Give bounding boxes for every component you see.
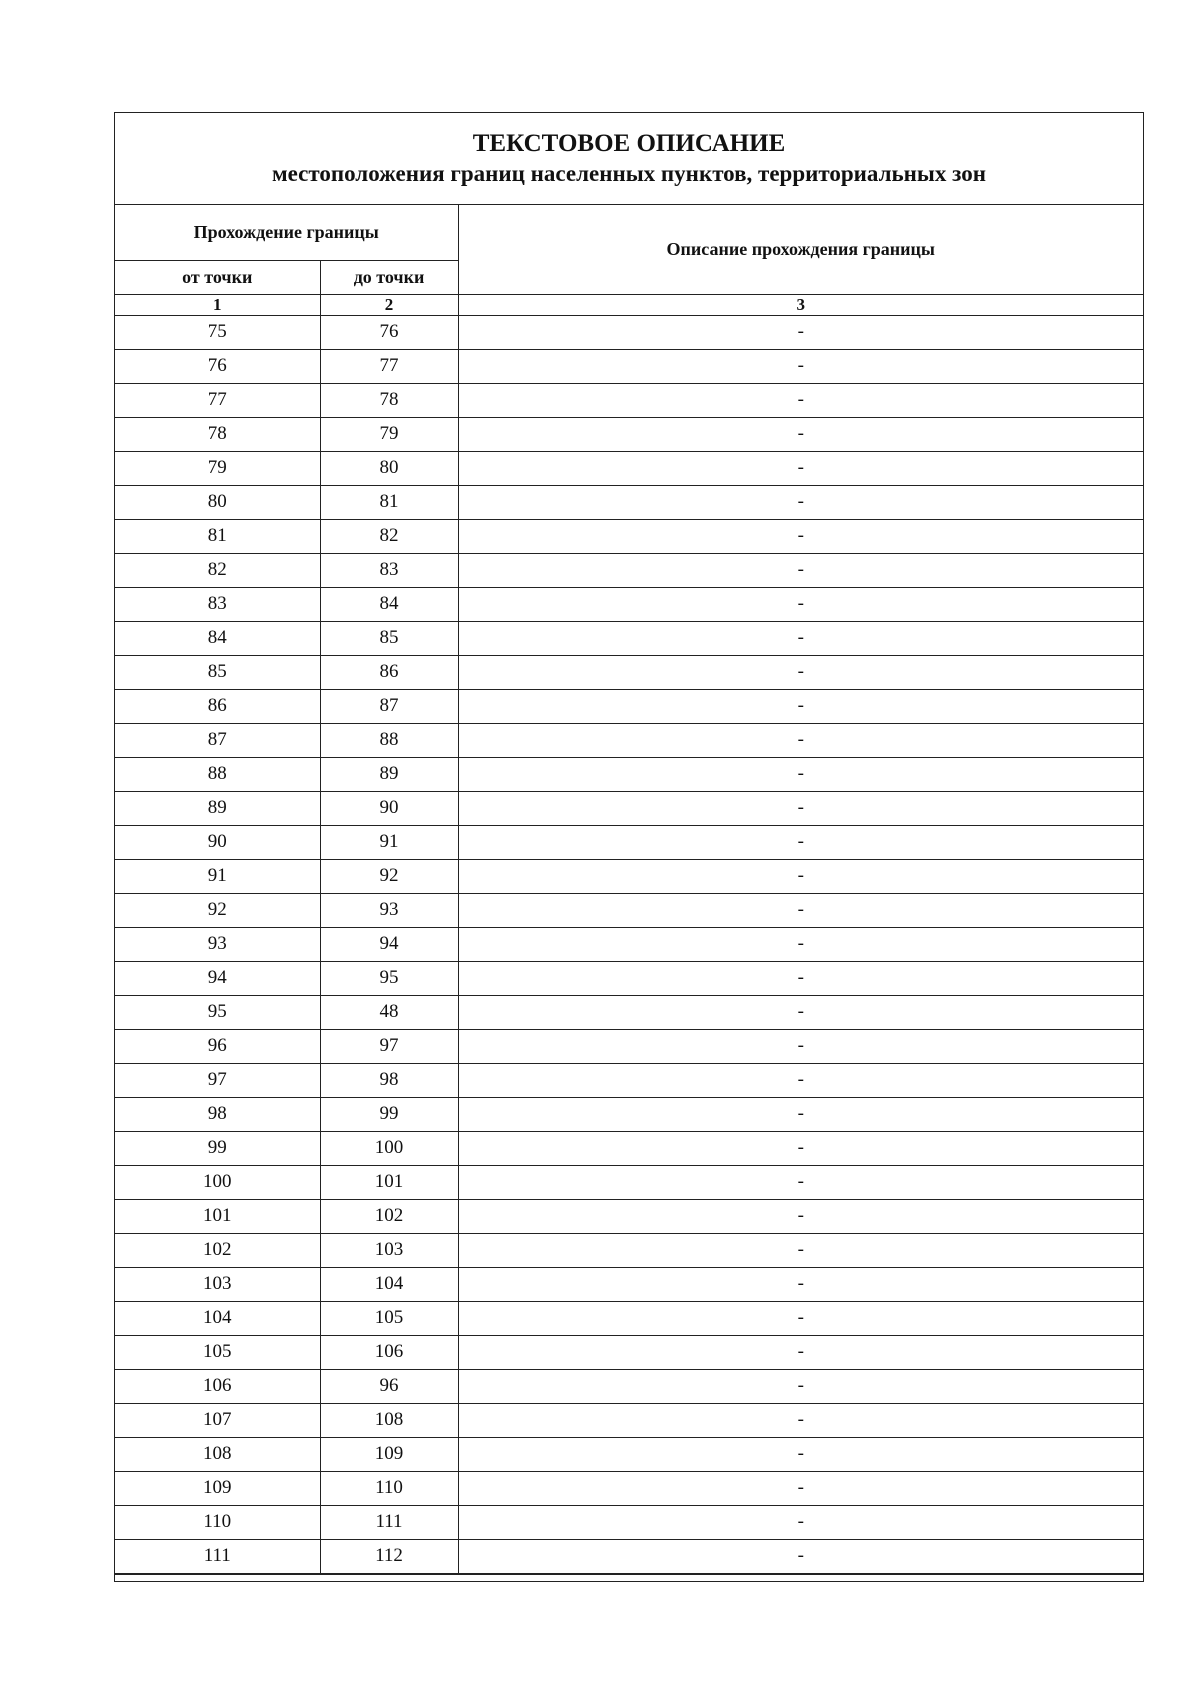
column-number-2: 2 bbox=[320, 294, 458, 315]
column-number-3: 3 bbox=[458, 294, 1143, 315]
cell-from-point: 106 bbox=[115, 1369, 320, 1403]
table-row bbox=[115, 1029, 1143, 1063]
cell-from-point: 77 bbox=[115, 383, 320, 417]
cell-to-point: 94 bbox=[320, 927, 458, 961]
cell-description: - bbox=[458, 927, 1143, 961]
cell-from-point: 85 bbox=[115, 655, 320, 689]
cell-description: - bbox=[458, 519, 1143, 553]
cell-to-point: 76 bbox=[320, 315, 458, 349]
cell-from-point: 94 bbox=[115, 961, 320, 995]
table-row bbox=[115, 927, 1143, 961]
cell-description: - bbox=[458, 757, 1143, 791]
table-row bbox=[115, 1131, 1143, 1165]
cell-to-point: 93 bbox=[320, 893, 458, 927]
cell-to-point: 78 bbox=[320, 383, 458, 417]
cell-from-point: 79 bbox=[115, 451, 320, 485]
document-title: ТЕКСТОВОЕ ОПИСАНИЕ bbox=[472, 130, 786, 157]
cell-to-point: 77 bbox=[320, 349, 458, 383]
cell-to-point: 103 bbox=[320, 1233, 458, 1267]
header-description: Описание прохождения границы bbox=[458, 205, 1143, 294]
table-row bbox=[115, 485, 1143, 519]
table-row bbox=[115, 1301, 1143, 1335]
cell-from-point: 93 bbox=[115, 927, 320, 961]
cell-description: - bbox=[458, 689, 1143, 723]
cell-to-point: 86 bbox=[320, 655, 458, 689]
cell-from-point: 78 bbox=[115, 417, 320, 451]
cell-from-point: 111 bbox=[115, 1539, 320, 1573]
cell-from-point: 97 bbox=[115, 1063, 320, 1097]
cell-to-point: 92 bbox=[320, 859, 458, 893]
cell-from-point: 91 bbox=[115, 859, 320, 893]
table-row bbox=[115, 1471, 1143, 1505]
table-row bbox=[115, 1233, 1143, 1267]
cell-to-point: 102 bbox=[320, 1199, 458, 1233]
cell-from-point: 98 bbox=[115, 1097, 320, 1131]
cell-description: - bbox=[458, 1199, 1143, 1233]
cell-description: - bbox=[458, 1131, 1143, 1165]
cell-description: - bbox=[458, 1335, 1143, 1369]
cell-description: - bbox=[458, 1437, 1143, 1471]
cell-from-point: 102 bbox=[115, 1233, 320, 1267]
cell-to-point: 109 bbox=[320, 1437, 458, 1471]
cell-from-point: 105 bbox=[115, 1335, 320, 1369]
cell-from-point: 101 bbox=[115, 1199, 320, 1233]
cell-to-point: 100 bbox=[320, 1131, 458, 1165]
cell-description: - bbox=[458, 723, 1143, 757]
cell-description: - bbox=[458, 1369, 1143, 1403]
table-row bbox=[115, 995, 1143, 1029]
cell-description: - bbox=[458, 315, 1143, 349]
cell-to-point: 99 bbox=[320, 1097, 458, 1131]
cell-from-point: 82 bbox=[115, 553, 320, 587]
cell-to-point: 84 bbox=[320, 587, 458, 621]
cell-description: - bbox=[458, 1029, 1143, 1063]
cell-from-point: 107 bbox=[115, 1403, 320, 1437]
table-row bbox=[115, 1369, 1143, 1403]
cell-from-point: 96 bbox=[115, 1029, 320, 1063]
cell-to-point: 95 bbox=[320, 961, 458, 995]
table-row bbox=[115, 961, 1143, 995]
cell-to-point: 91 bbox=[320, 825, 458, 859]
table-bottom-rule bbox=[115, 1574, 1143, 1581]
table-row bbox=[115, 791, 1143, 825]
table-row bbox=[115, 723, 1143, 757]
cell-to-point: 81 bbox=[320, 485, 458, 519]
table-row bbox=[115, 1165, 1143, 1199]
cell-to-point: 82 bbox=[320, 519, 458, 553]
cell-to-point: 96 bbox=[320, 1369, 458, 1403]
cell-description: - bbox=[458, 1505, 1143, 1539]
cell-to-point: 87 bbox=[320, 689, 458, 723]
boundary-description-document bbox=[114, 112, 1144, 1582]
table-row bbox=[115, 689, 1143, 723]
cell-from-point: 104 bbox=[115, 1301, 320, 1335]
cell-description: - bbox=[458, 961, 1143, 995]
cell-description: - bbox=[458, 383, 1143, 417]
cell-to-point: 79 bbox=[320, 417, 458, 451]
cell-description: - bbox=[458, 859, 1143, 893]
cell-to-point: 90 bbox=[320, 791, 458, 825]
cell-description: - bbox=[458, 451, 1143, 485]
cell-description: - bbox=[458, 1301, 1143, 1335]
table-row bbox=[115, 587, 1143, 621]
cell-to-point: 48 bbox=[320, 995, 458, 1029]
table-row bbox=[115, 519, 1143, 553]
cell-to-point: 105 bbox=[320, 1301, 458, 1335]
table-row bbox=[115, 893, 1143, 927]
table-row bbox=[115, 757, 1143, 791]
column-number-1: 1 bbox=[115, 294, 320, 315]
cell-description: - bbox=[458, 1539, 1143, 1573]
cell-from-point: 84 bbox=[115, 621, 320, 655]
cell-to-point: 98 bbox=[320, 1063, 458, 1097]
cell-from-point: 109 bbox=[115, 1471, 320, 1505]
cell-from-point: 90 bbox=[115, 825, 320, 859]
table-row bbox=[115, 1403, 1143, 1437]
cell-description: - bbox=[458, 485, 1143, 519]
table-row bbox=[115, 1097, 1143, 1131]
cell-description: - bbox=[458, 587, 1143, 621]
table-row bbox=[115, 655, 1143, 689]
title-block bbox=[115, 113, 1143, 205]
boundary-table bbox=[115, 205, 1143, 1574]
cell-to-point: 80 bbox=[320, 451, 458, 485]
cell-to-point: 89 bbox=[320, 757, 458, 791]
cell-to-point: 110 bbox=[320, 1471, 458, 1505]
table-row bbox=[115, 1539, 1143, 1573]
cell-from-point: 88 bbox=[115, 757, 320, 791]
column-number-row bbox=[115, 294, 1143, 315]
table-row bbox=[115, 1199, 1143, 1233]
cell-to-point: 83 bbox=[320, 553, 458, 587]
table-row bbox=[115, 451, 1143, 485]
cell-from-point: 99 bbox=[115, 1131, 320, 1165]
cell-to-point: 106 bbox=[320, 1335, 458, 1369]
table-row bbox=[115, 825, 1143, 859]
cell-description: - bbox=[458, 1165, 1143, 1199]
cell-from-point: 95 bbox=[115, 995, 320, 1029]
header-boundary-passage: Прохождение границы bbox=[115, 205, 458, 260]
cell-to-point: 97 bbox=[320, 1029, 458, 1063]
cell-description: - bbox=[458, 349, 1143, 383]
table-row bbox=[115, 417, 1143, 451]
cell-description: - bbox=[458, 621, 1143, 655]
cell-from-point: 80 bbox=[115, 485, 320, 519]
table-row bbox=[115, 553, 1143, 587]
cell-description: - bbox=[458, 825, 1143, 859]
cell-description: - bbox=[458, 1471, 1143, 1505]
cell-from-point: 76 bbox=[115, 349, 320, 383]
document-subtitle: местоположения границ населенных пунктов, территориальных зон bbox=[272, 161, 986, 186]
table-row bbox=[115, 1437, 1143, 1471]
cell-to-point: 85 bbox=[320, 621, 458, 655]
cell-from-point: 108 bbox=[115, 1437, 320, 1471]
cell-from-point: 75 bbox=[115, 315, 320, 349]
table-row bbox=[115, 621, 1143, 655]
cell-from-point: 110 bbox=[115, 1505, 320, 1539]
cell-to-point: 88 bbox=[320, 723, 458, 757]
table-row bbox=[115, 1505, 1143, 1539]
cell-from-point: 81 bbox=[115, 519, 320, 553]
table-row bbox=[115, 349, 1143, 383]
cell-to-point: 111 bbox=[320, 1505, 458, 1539]
cell-to-point: 108 bbox=[320, 1403, 458, 1437]
table-row bbox=[115, 315, 1143, 349]
table-row bbox=[115, 1267, 1143, 1301]
cell-from-point: 83 bbox=[115, 587, 320, 621]
table-row bbox=[115, 859, 1143, 893]
cell-from-point: 89 bbox=[115, 791, 320, 825]
table-row bbox=[115, 383, 1143, 417]
cell-description: - bbox=[458, 1267, 1143, 1301]
cell-description: - bbox=[458, 893, 1143, 927]
cell-description: - bbox=[458, 1063, 1143, 1097]
cell-from-point: 103 bbox=[115, 1267, 320, 1301]
cell-description: - bbox=[458, 1233, 1143, 1267]
cell-to-point: 104 bbox=[320, 1267, 458, 1301]
cell-description: - bbox=[458, 1403, 1143, 1437]
table-row bbox=[115, 1335, 1143, 1369]
cell-to-point: 112 bbox=[320, 1539, 458, 1573]
header-from-point: от точки bbox=[115, 260, 320, 294]
cell-description: - bbox=[458, 655, 1143, 689]
cell-from-point: 86 bbox=[115, 689, 320, 723]
cell-from-point: 100 bbox=[115, 1165, 320, 1199]
header-to-point: до точки bbox=[320, 260, 458, 294]
cell-from-point: 87 bbox=[115, 723, 320, 757]
cell-from-point: 92 bbox=[115, 893, 320, 927]
cell-description: - bbox=[458, 1097, 1143, 1131]
table-row bbox=[115, 1063, 1143, 1097]
cell-description: - bbox=[458, 553, 1143, 587]
table-body bbox=[115, 315, 1143, 1573]
cell-description: - bbox=[458, 791, 1143, 825]
cell-to-point: 101 bbox=[320, 1165, 458, 1199]
table-header bbox=[115, 205, 1143, 315]
cell-description: - bbox=[458, 417, 1143, 451]
cell-description: - bbox=[458, 995, 1143, 1029]
